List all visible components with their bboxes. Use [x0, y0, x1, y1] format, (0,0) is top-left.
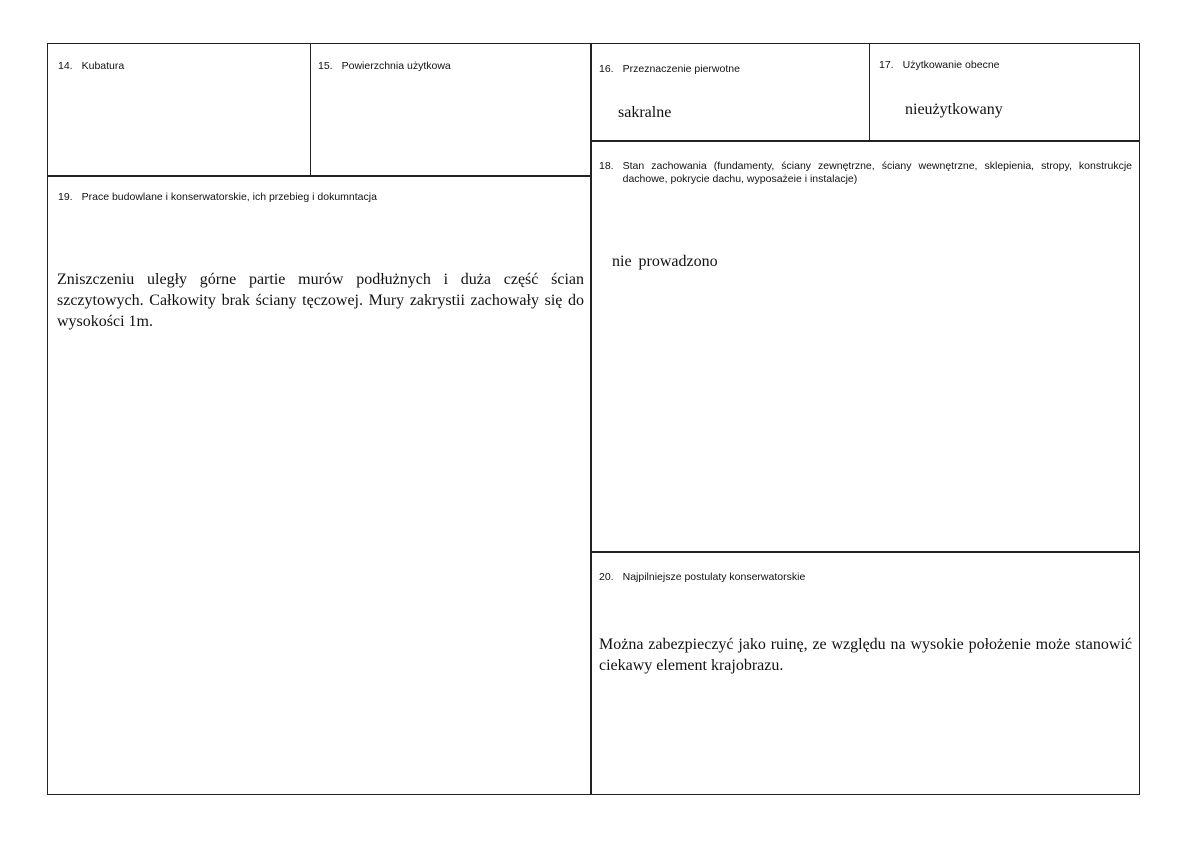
- field-19-label: [58, 191, 377, 204]
- field-15-text: Powierzchnia użytkowa: [341, 60, 451, 72]
- field-15-label: [318, 60, 451, 73]
- field-14-text: Kubatura: [81, 60, 125, 72]
- field-17-label: [879, 59, 1000, 72]
- field-19-number: 19.: [58, 191, 73, 203]
- field-20-value: Można zabezpieczyć jako ruinę, ze względu na wysokie położenie może stanowić ciekawy element krajobrazu.: [599, 636, 1132, 674]
- field-20-number: 20.: [599, 571, 614, 583]
- field-16-text: Przeznaczenie pierwotne: [622, 63, 740, 75]
- field-17-text: Użytkowanie obecne: [902, 59, 1000, 71]
- divider-horizontal-right-bottom: [590, 551, 1140, 553]
- field-19-value: Zniszczeniu uległy górne partie murów podłużnych i duża część ścian szczytowych. Całkowity brak ściany tęczowej. Mury zakrystii zachowały się do wysokości 1m.: [57, 271, 584, 330]
- field-20-label: [599, 571, 805, 584]
- field-18-value: nie prowadzono: [612, 253, 718, 270]
- field-15-number: 15.: [318, 60, 333, 72]
- divider-horizontal-left: [47, 175, 590, 177]
- field-19-text: Prace budowlane i konserwatorskie, ich przebieg i dokumntacja: [81, 191, 377, 203]
- field-16-value: sakralne: [618, 104, 672, 121]
- field-20-text: Najpilniejsze postulaty konserwatorskie: [622, 571, 806, 583]
- field-18-label: [599, 160, 1132, 186]
- field-16-label: [599, 63, 740, 76]
- divider-vertical-main: [590, 43, 592, 795]
- field-14-number: 14.: [58, 60, 73, 72]
- divider-vertical-14-15: [310, 43, 311, 175]
- form-frame: [47, 43, 1140, 795]
- field-17-number: 17.: [879, 59, 894, 71]
- divider-horizontal-right-top: [590, 140, 1140, 142]
- field-18-number: 18.: [599, 160, 614, 172]
- field-14-label: [58, 60, 124, 73]
- field-16-number: 16.: [599, 63, 614, 75]
- field-17-value: nieużytkowany: [905, 101, 1003, 118]
- divider-vertical-16-17: [869, 43, 870, 140]
- field-18-text: Stan zachowania (fundamenty, ściany zewnętrzne, ściany wewnętrzne, sklepienia, stropy, konstrukcje dachowe, pokrycie dachu, wyposażeie i instalacje): [622, 160, 1132, 185]
